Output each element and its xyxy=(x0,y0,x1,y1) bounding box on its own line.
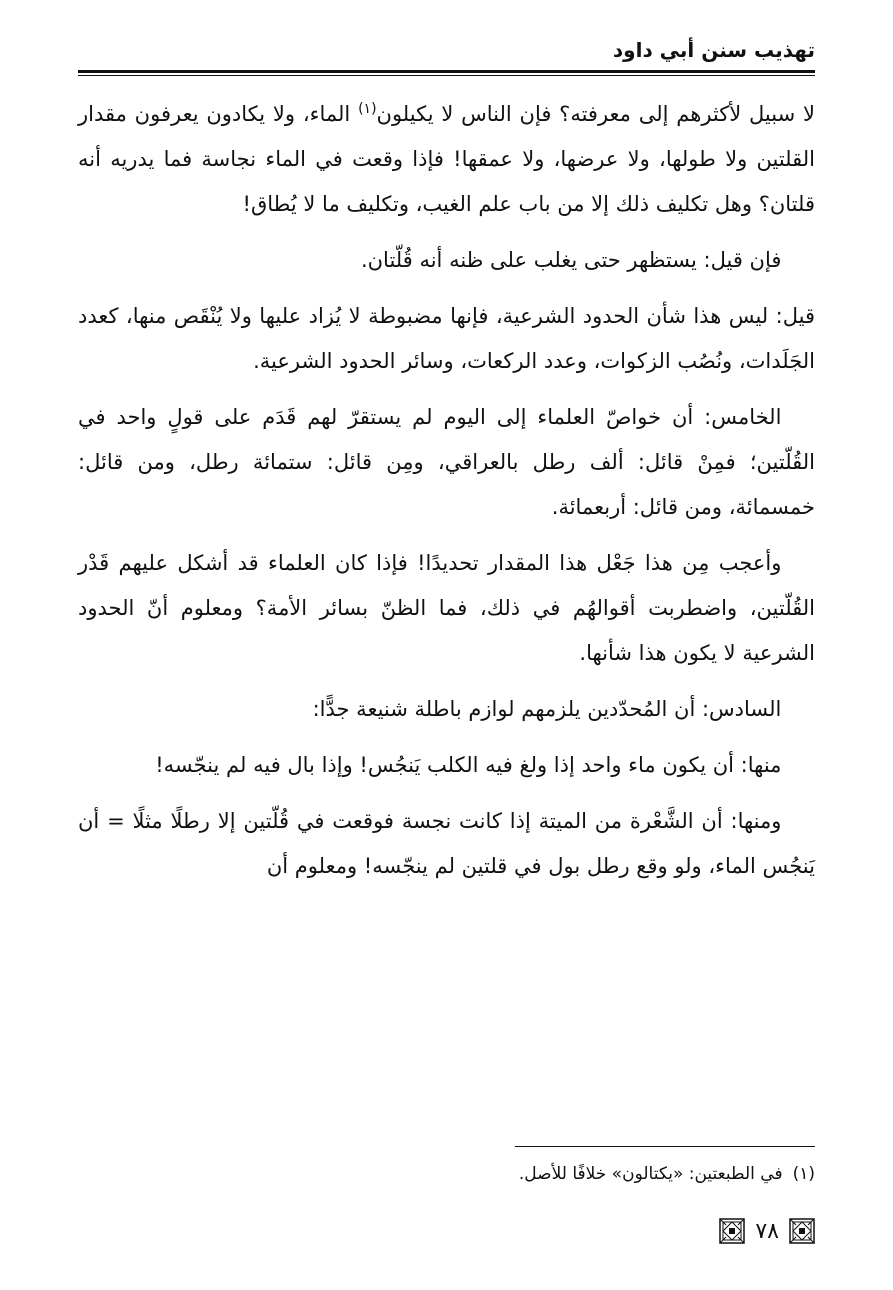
paragraph-8: ومنها: أن الشَّعْرة من الميتة إذا كانت نجسة فوقعت في قُلّتين إلا رطلًا مثلًا = أن يَنجُس الماء، ولو وقع رطل بول في قلتين لم ينجّسه! ومعلوم أن xyxy=(78,809,815,878)
header-rule xyxy=(78,70,815,73)
paragraph-1-text-before: لا سبيل لأكثرهم إلى معرفته؟ فإن الناس لا يكيلون xyxy=(376,102,815,126)
square-knot-ornament-icon xyxy=(789,1218,815,1244)
page-header xyxy=(78,36,815,76)
page-footer xyxy=(0,1218,893,1258)
paragraph-1 xyxy=(78,92,815,227)
square-knot-ornament-icon xyxy=(719,1218,745,1244)
running-header-title: تهذيب سنن أبي داود xyxy=(612,38,815,62)
paragraph-2: فإن قيل: يستظهر حتى يغلب على ظنه أنه قُلّتان. xyxy=(360,248,782,272)
paragraph-1-text-after: الماء، ولا يكادون يعرفون مقدار القلتين ولا طولها، ولا عرضها، ولا عمقها! فإذا وقعت في الماء نجاسة فما يدريه أنه قلتان؟ وهل تكليف ذلك إلا من باب علم الغيب، وتكليف ما لا يُطاق! xyxy=(78,102,815,216)
page-number: ٧٨ xyxy=(755,1218,779,1244)
page-number-group xyxy=(719,1218,815,1244)
footnote xyxy=(78,1164,815,1184)
paragraph-6: السادس: أن المُحدّدين يلزمهم لوازم باطلة شنيعة جدًّا: xyxy=(312,697,782,721)
footnote-separator xyxy=(515,1146,815,1147)
paragraph-7: منها: أن يكون ماء واحد إذا ولغ فيه الكلب يَنجُس! وإذا بال فيه لم ينجّسه! xyxy=(155,753,782,777)
header-rule-thin xyxy=(78,75,815,76)
paragraph-5: وأعجب مِن هذا جَعْل هذا المقدار تحديدًا! فإذا كان العلماء قد أشكل عليهم قَدْر القُلّتين، واضطربت أقوالهُم في ذلك، فما الظنّ بسائر الأمة؟ ومعلوم أنّ الحدود الشرعية لا يكون هذا شأنها. xyxy=(78,551,815,665)
paragraph-3: قيل: ليس هذا شأن الحدود الشرعية، فإنها مضبوطة لا يُزاد عليها ولا يُنْقَص منها، كعدد الجَلَدات، ونُصُب الزكوات، وعدد الركعات، وسائر الحدود الشرعية. xyxy=(78,304,815,373)
paragraph-4: الخامس: أن خواصّ العلماء إلى اليوم لم يستقرّ لهم قَدَم على قولٍ واحد في القُلّتين؛ فمِنْ قائل: ألف رطل بالعراقي، ومِن قائل: ستمائة رطل، ومن قائل: خمسمائة، ومن قائل: أربعمائة. xyxy=(78,405,815,519)
footnote-reference: (١) xyxy=(358,101,377,117)
body-text xyxy=(78,92,815,900)
footnote-text: في الطبعتين: «يكتالون» خلافًا للأصل. xyxy=(518,1164,783,1184)
footnote-marker: (١) xyxy=(792,1164,815,1184)
